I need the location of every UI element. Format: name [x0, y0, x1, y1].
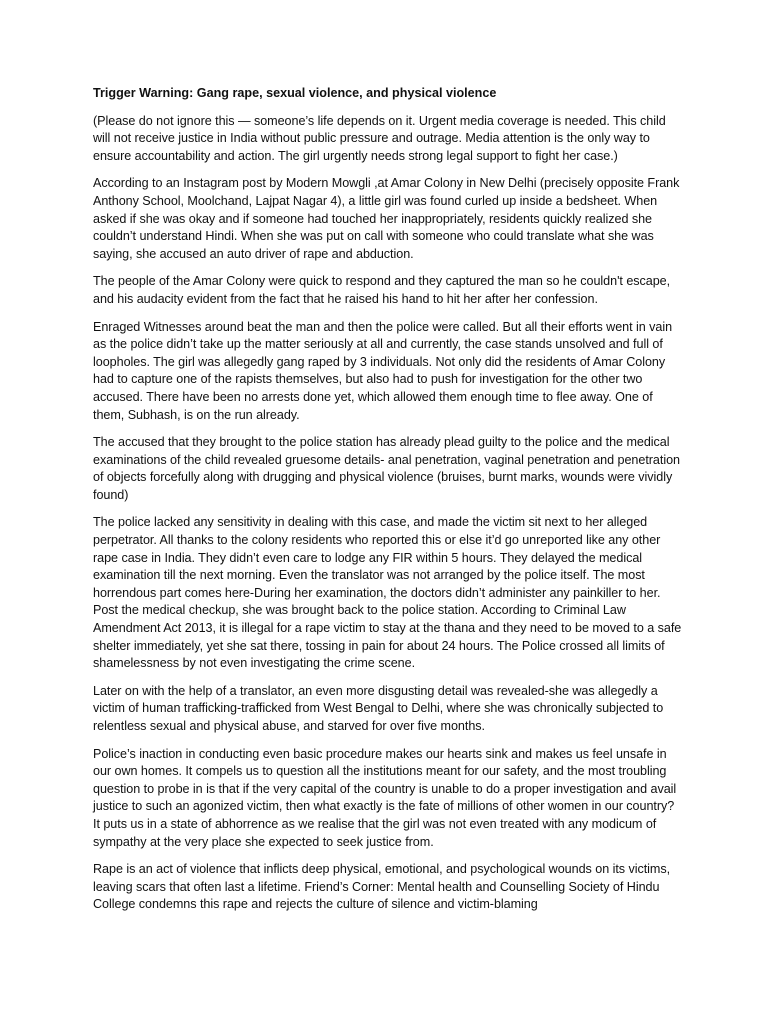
paragraph-inaction: Police’s inaction in conducting even basic procedure makes our hearts sink and makes us feel unsafe in our own homes. It compels us to question all the institutions meant for our safety, and the most troubling question to probe in is that if the very capital of the country is unable to do a proper investigation and avail justice to such an agonized victim, then what exactly is the fate of millions of other women in our country? It puts us in a state of abhorrence as we realise that the girl was not even treated with any modicum of sympathy at the very place she expected to seek justice from. — [93, 746, 677, 849]
paragraph-police-conduct: The police lacked any sensitivity in dealing with this case, and made the victim sit next to her alleged perpetrator. All thanks to the colony residents who reported this or else it’d go unreported like any other rape case in India. They didn’t even care to lodge any FIR within 5 hours. They delayed the medical examination till the next morning. Even the translator was not arranged by the police itself. The most horrendous part comes here-During her examination, the doctors didn’t administer any painkiller to her. Post the medical checkup, she was brought back to the police station. According to Criminal Law Amendment Act 2013, it is illegal for a rape victim to stay at the thana and they need to be moved to a safe shelter immediately, yet she sat there, tossing in pain for about 24 hours. The Police crossed all limits of shamelessness by not even investigating the crime scene. — [93, 515, 682, 671]
paragraph-condemnation: Rape is an act of violence that inflicts deep physical, emotional, and psychological wounds on its victims, leaving scars that often last a lifetime. Friend’s Corner: Mental health and Counselling Society of Hindu College condemns this rape and rejects the culture of silence and victim-blaming — [93, 862, 671, 912]
paragraph-witnesses: Enraged Witnesses around beat the man and then the police were called. But all their efforts went in vain as the police didn’t take up the matter seriously at all and currently, the case stands unsolved and full of loopholes. The girl was allegedly gang raped by 3 individuals. Not only did the residents of Amar Colony had to capture one of the rapists themselves, but also had to push for investigation for the other two accused. There have been no arrests done yet, which allowed them enough time to flee away. One of them, Subhash, is on the run already. — [93, 319, 673, 422]
trigger-warning-heading: Trigger Warning: Gang rape, sexual violence, and physical violence — [93, 86, 497, 100]
paragraph-capture: The people of the Amar Colony were quick to respond and they captured the man so he couldn't escape, and his audacity evident from the fact that he raised his hand to hit her after her confession. — [93, 274, 671, 306]
paragraph-appeal: (Please do not ignore this — someone’s life depends on it. Urgent media coverage is needed. This child will not receive justice in India without public pressure and outrage. Media attention is the only way to ensure accountability and action. The girl urgently needs strong legal support to fight her case.) — [93, 113, 666, 163]
document-page — [93, 85, 683, 924]
paragraph-trafficking: Later on with the help of a translator, an even more disgusting detail was revealed-she was allegedly a victim of human trafficking-trafficked from West Bengal to Delhi, where she was chronically subjected to relentless sexual and physical abuse, and starved for over five months. — [93, 683, 664, 733]
paragraph-instagram-report: According to an Instagram post by Modern Mowgli ,at Amar Colony in New Delhi (precisely opposite Frank Anthony School, Moolchand, Lajpat Nagar 4), a little girl was found curled up inside a bedsheet. When asked if she was okay and if someone had touched her inappropriately, residents quickly realized she couldn’t understand Hindi. When she was put on call with someone who could translate what she was saying, she accused an auto driver of rape and abduction. — [93, 176, 680, 261]
paragraph-medical-findings: The accused that they brought to the police station has already plead guilty to the police and the medical examinations of the child revealed gruesome details- anal penetration, vaginal penetration and penetration of objects forcefully along with drugging and physical violence (bruises, burnt marks, wounds were vividly found) — [93, 435, 680, 502]
